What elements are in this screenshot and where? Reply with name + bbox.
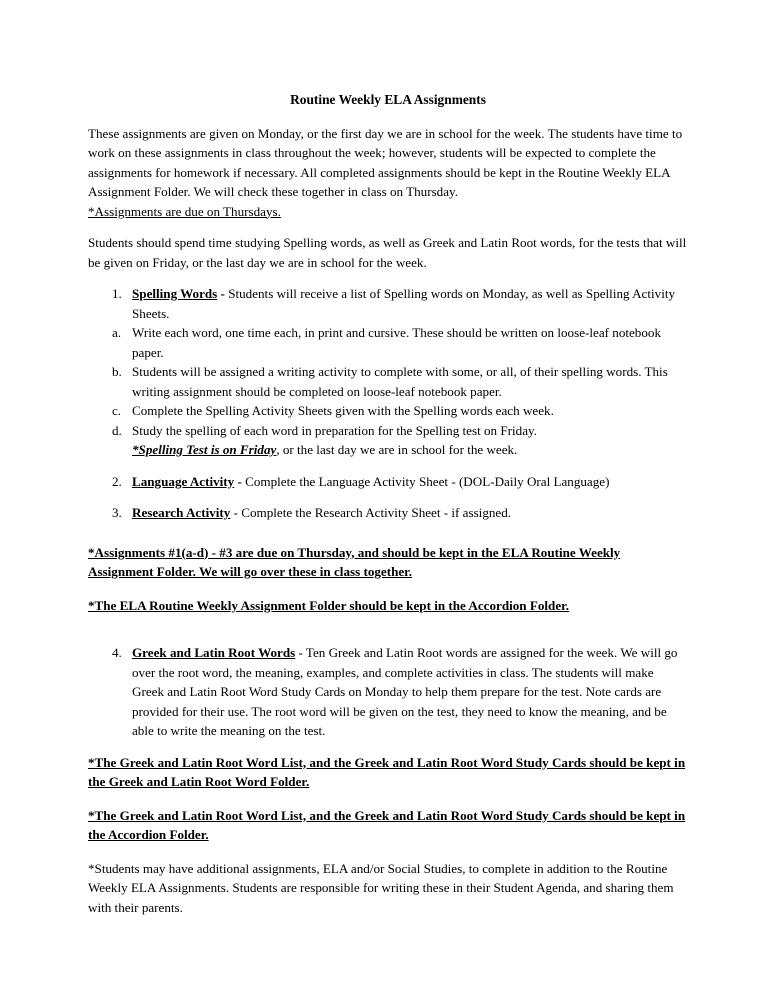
assignment-list: [88, 284, 688, 523]
language-sep: -: [234, 473, 246, 489]
intro-text: These assignments are given on Monday, or the first day we are in school for the week. The students have time to work on these assignments in class throughout the week; however, students will be expected to complete the assignments for homework if necessary. All completed assignments should be kept in the Routine Weekly ELA Assignment Folder. We will check these together in class on Thursday.: [88, 125, 683, 199]
sub-marker: c.: [112, 403, 122, 418]
spelling-text: Students will receive a list of Spelling words on Monday, as well as Spelling Activity Sheets.: [132, 286, 676, 321]
spelling-test-line: [88, 440, 688, 460]
spelling-test-bold: *Spelling Test is on Friday: [132, 442, 277, 457]
research-sep: -: [230, 505, 242, 520]
list-marker: 3.: [112, 505, 122, 520]
research-heading: Research Activity: [132, 505, 231, 520]
research-text: Complete the Research Activity Sheet - if assigned.: [241, 505, 512, 520]
due-note: *Assignments are due on Thursdays.: [88, 203, 281, 219]
roots-sep: -: [295, 645, 306, 660]
list-item-language: [88, 472, 688, 492]
list-item-spelling-d: [88, 421, 688, 441]
language-text: Complete the Language Activity Sheet - (DOL-Daily Oral Language): [245, 473, 610, 489]
list-marker: 2.: [112, 473, 122, 489]
note-root-accordion: *The Greek and Latin Root Word List, and the Greek and Latin Root Word Study Cards should be kept in the Accordion Folder.: [88, 807, 686, 842]
list-marker: 1.: [112, 286, 122, 301]
note-thursday: *Assignments #1(a-d) - #3 are due on Thursday, and should be kept in the ELA Routine Weekly Assignment Folder. We will go over these in class together.: [88, 544, 621, 579]
intro-paragraph: [88, 124, 688, 222]
sub-marker: d.: [112, 422, 122, 438]
sub-text: Complete the Spelling Activity Sheets given with the Spelling words each week.: [132, 403, 554, 418]
list-item-roots: [88, 643, 688, 741]
list-item-spelling: [88, 284, 688, 323]
note-accordion: *The ELA Routine Weekly Assignment Folder should be kept in the Accordion Folder.: [88, 597, 570, 613]
language-heading: Language Activity: [132, 473, 235, 489]
spelling-test-rest: , or the last day we are in school for the week.: [276, 442, 518, 457]
closing-paragraph: *Students may have additional assignments, ELA and/or Social Studies, to complete in addition to the Routine Weekly ELA Assignments. Students are responsible for writing these in their Student Agenda, and sharing them with their parents.: [88, 860, 674, 915]
sub-text: Write each word, one time each, in print and cursive. These should be written on loose-leaf notebook paper.: [132, 325, 661, 360]
sub-marker: a.: [112, 325, 122, 340]
list-marker: 4.: [112, 645, 122, 660]
roots-text: Ten Greek and Latin Root words are assigned for the week. We will go over the root word, the meaning, examples, and complete activities in class. The students will make Greek and Latin Root Word Study Cards on Monday to help them prepare for the test. Note cards are provided for their use. The root word will be given on the test, they need to know the meaning, and be able to write the meaning on the test.: [132, 645, 678, 738]
document-title: Routine Weekly ELA Assignments: [290, 92, 486, 107]
study-paragraph: Students should spend time studying Spelling words, as well as Greek and Latin Root words, for the tests that will be given on Friday, or the last day we are in school for the week.: [88, 235, 687, 270]
list-item-spelling-c: [88, 401, 688, 421]
sub-text: Study the spelling of each word in preparation for the Spelling test on Friday.: [132, 422, 537, 438]
list-item-research: [88, 503, 688, 523]
list-item-spelling-b: [88, 362, 688, 401]
list-item-spelling-a: [88, 323, 688, 362]
roots-heading: Greek and Latin Root Words: [132, 645, 296, 660]
sub-text: Students will be assigned a writing activity to complete with some, or all, of their spelling words. This writing assignment should be completed on loose-leaf notebook paper.: [132, 364, 668, 399]
note-root-folder: *The Greek and Latin Root Word List, and the Greek and Latin Root Word Study Cards should be kept in the Greek and Latin Root Word Folder.: [88, 754, 686, 789]
document-page: [88, 80, 688, 917]
sub-marker: b.: [112, 364, 122, 379]
spelling-sep: -: [217, 286, 229, 301]
spelling-heading: Spelling Words: [132, 286, 218, 301]
